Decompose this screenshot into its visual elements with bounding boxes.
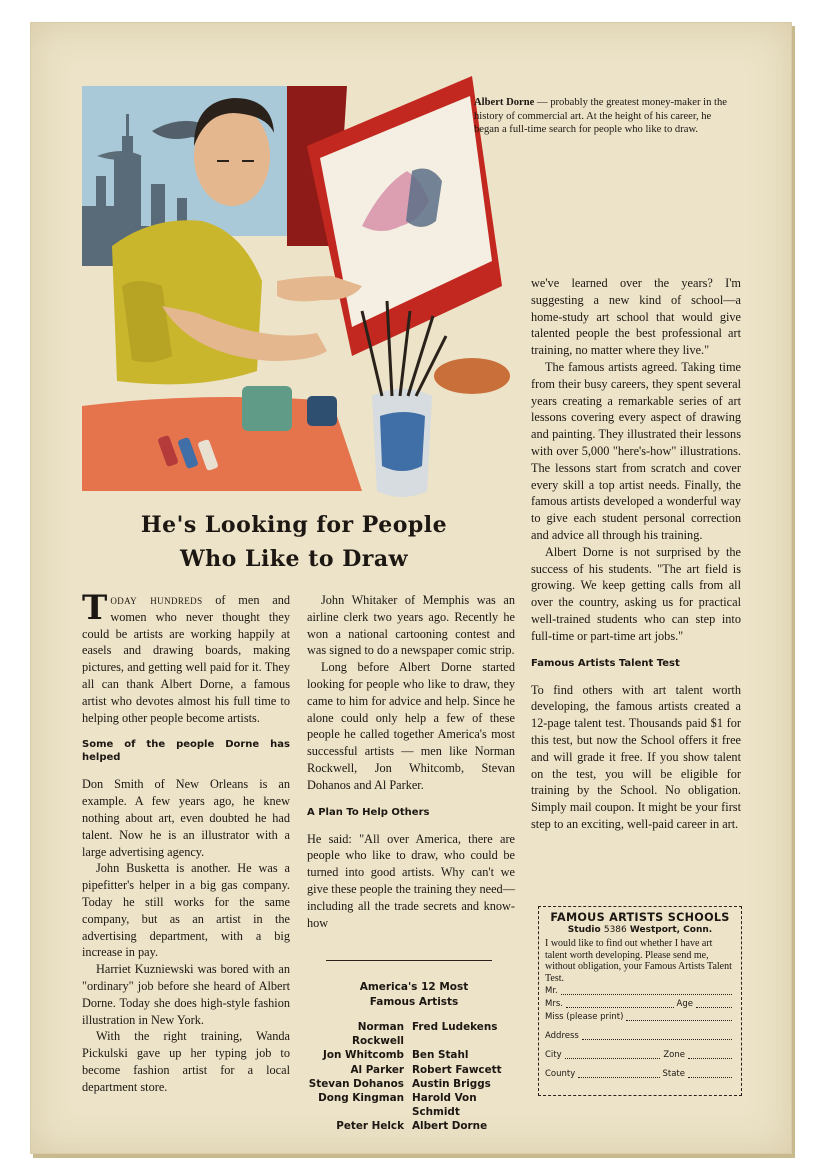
artists-row xyxy=(304,1063,524,1077)
paragraph: With the right training, Wanda Pickulski gave up her typing job to become fashion artist for a local department store. xyxy=(82,1029,290,1094)
paragraph: Don Smith of New Orleans is an example. A few years ago, he knew nothing about art, even doubted he had talent. Now he is an illustrator with a large advertising agency. xyxy=(82,777,290,859)
subhead-talent-test: Famous Artists Talent Test xyxy=(531,657,680,669)
field-label: Age xyxy=(676,999,693,1009)
article-column-1 xyxy=(82,588,290,1096)
fill-line[interactable] xyxy=(688,1069,732,1078)
coupon-field-city-zone[interactable] xyxy=(545,1050,735,1061)
coupon-field-county-state[interactable] xyxy=(545,1069,735,1080)
artists-row xyxy=(304,1119,524,1133)
coupon-field-address[interactable] xyxy=(545,1031,735,1042)
studio-number: 5386 xyxy=(603,925,627,935)
caption-text: — probably the greatest money-maker in the history of commercial art. At the height of his career, he began a full-time search for people who like to draw. xyxy=(474,97,727,135)
intro-paragraph xyxy=(82,588,290,726)
field-label: City xyxy=(545,1050,562,1060)
studio-address: Westport, Conn. xyxy=(629,925,713,935)
artists-list xyxy=(304,1020,524,1134)
artist-name: Stevan Dohanos xyxy=(308,1077,404,1090)
coupon-title: FAMOUS ARTISTS SCHOOLS xyxy=(550,911,730,924)
headline xyxy=(98,508,490,576)
artist-name: Robert Fawcett xyxy=(412,1063,502,1076)
artists-title-line-2: Famous Artists xyxy=(369,996,459,1008)
paragraph: Long before Albert Dorne started looking for people who like to draw, they came to him for advice and help. Since he alone could only help a few of these people he called together America's most successful artists — men like Norman Rockwell, Jon Whitcomb, Stevan Dohanos and Al Parker. xyxy=(307,660,515,792)
paragraph: we've learned over the years? I'm suggesting a new kind of school—a home-study art school that would give talented people the best professional art training, no matter where they live." xyxy=(531,276,741,358)
headline-line-2: Who Like to Draw xyxy=(179,546,409,572)
artist-name: Albert Dorne xyxy=(412,1120,488,1133)
paragraph: Harriet Kuzniewski was bored with an "ordinary" job before she heard of Albert Dorne. Today she does high-style fashion illustration in New York. xyxy=(82,962,290,1027)
article-column-2 xyxy=(307,592,515,931)
caption-name: Albert Dorne xyxy=(474,97,535,108)
artist-name: Fred Ludekens xyxy=(412,1021,498,1033)
field-label: Mr. xyxy=(545,986,558,996)
artists-list-title xyxy=(310,980,518,1010)
artist-name: Austin Briggs xyxy=(412,1077,491,1090)
paragraph: To find others with art talent worth developing, the famous artists created a 12-page talent test. Thousands paid $1 for this test, but now the School offers it free and will grade it free. If you show talent on the test, you will be eligible for training by the School. No obligation. Simply mail coupon. It might be your first step to an exciting, well-paid career in art. xyxy=(531,682,741,831)
field-label: Mrs. xyxy=(545,999,563,1009)
coupon-body: I would like to find out whether I have art talent worth developing. Please send me, without obligation, your Famous Artists Talent Test. xyxy=(545,938,732,984)
artist-name: Norman Rockwell xyxy=(352,1021,404,1048)
albert-dorne-illustration xyxy=(82,76,512,501)
paragraph: John Busketta is another. He was a pipefitter's helper in a big gas company. Today he still works for the same company, but as an artist in the advertising department, with a big increase in pay. xyxy=(82,861,290,960)
divider-rule xyxy=(326,960,492,961)
artist-name: Al Parker xyxy=(350,1063,404,1076)
artist-name: Harold Von Schmidt xyxy=(412,1092,477,1119)
paragraph: He said: "All over America, there are people who like to draw, who could be turned into good artists. Why can't we give these people the training they need—including all the trade secrets and know-how xyxy=(307,831,515,930)
fill-line[interactable] xyxy=(566,999,674,1008)
fill-line[interactable] xyxy=(626,1012,732,1021)
artists-row xyxy=(304,1048,524,1062)
artist-name: Peter Helck xyxy=(336,1120,404,1133)
subhead-people-helped: Some of the people Dorne has helped xyxy=(82,739,290,764)
paragraph: Albert Dorne is not surprised by the success of his students. "The art field is growing. We keep getting calls from all over the country, asking us for practical well-trained students who can step into full-time or part-time art jobs." xyxy=(531,544,741,643)
artist-name: Dong Kingman xyxy=(318,1092,404,1105)
coupon-field-mr[interactable] xyxy=(545,986,735,997)
headline-line-1: He's Looking for People xyxy=(140,512,448,538)
fill-line[interactable] xyxy=(578,1069,659,1078)
artists-row xyxy=(304,1077,524,1091)
coupon-studio xyxy=(545,925,735,935)
studio-label: Studio xyxy=(567,925,601,935)
subhead-plan: A Plan To Help Others xyxy=(307,806,430,818)
coupon-field-mrs-age[interactable] xyxy=(545,999,735,1010)
field-label: County xyxy=(545,1069,576,1079)
fill-line[interactable] xyxy=(561,986,732,995)
lead-smallcaps: oday hundreds xyxy=(110,593,203,607)
artists-row xyxy=(304,1020,524,1048)
paragraph: The famous artists agreed. Taking time from their busy careers, they spent several years creating a remarkable series of art lessons covering every aspect of drawing and painting. They illustrated their lessons with over 5,000 "here's-how" illustrations. The lessons start from scratch and cover every skill a top artist needs. Finally, the famous artists developed a wonderful way to give each student personal correction and advice all through his training. xyxy=(531,359,741,542)
field-label: Miss xyxy=(545,1012,564,1022)
fill-line[interactable] xyxy=(565,1050,661,1059)
drop-cap: T xyxy=(82,588,108,628)
fill-line[interactable] xyxy=(696,999,732,1008)
print-note: (please print) xyxy=(566,1012,624,1022)
illustration-caption xyxy=(474,96,734,137)
intro-text: of men and women who never thought they could be artists are working happily at easels and drawing boards, making pictures, and getting well paid for it. They all can thank Albert Dorne, a famous artist who devotes almost his full time to helping other people become artists. xyxy=(82,593,290,725)
artist-name: Jon Whitcomb xyxy=(323,1049,404,1062)
coupon-field-miss[interactable] xyxy=(545,1012,735,1023)
artist-name: Ben Stahl xyxy=(412,1049,469,1062)
article-column-3 xyxy=(531,275,741,833)
field-label: Address xyxy=(545,1031,579,1041)
artists-row xyxy=(304,1091,524,1119)
fill-line[interactable] xyxy=(582,1031,732,1040)
mail-coupon xyxy=(538,906,742,1096)
field-label: Zone xyxy=(663,1050,685,1060)
fill-line[interactable] xyxy=(688,1050,732,1059)
paragraph: John Whitaker of Memphis was an airline clerk two years ago. Recently he won a national cartooning contest and was signed to do a newspaper comic strip. xyxy=(307,593,515,658)
artists-title-line-1: America's 12 Most xyxy=(359,981,469,993)
field-label: State xyxy=(662,1069,685,1079)
